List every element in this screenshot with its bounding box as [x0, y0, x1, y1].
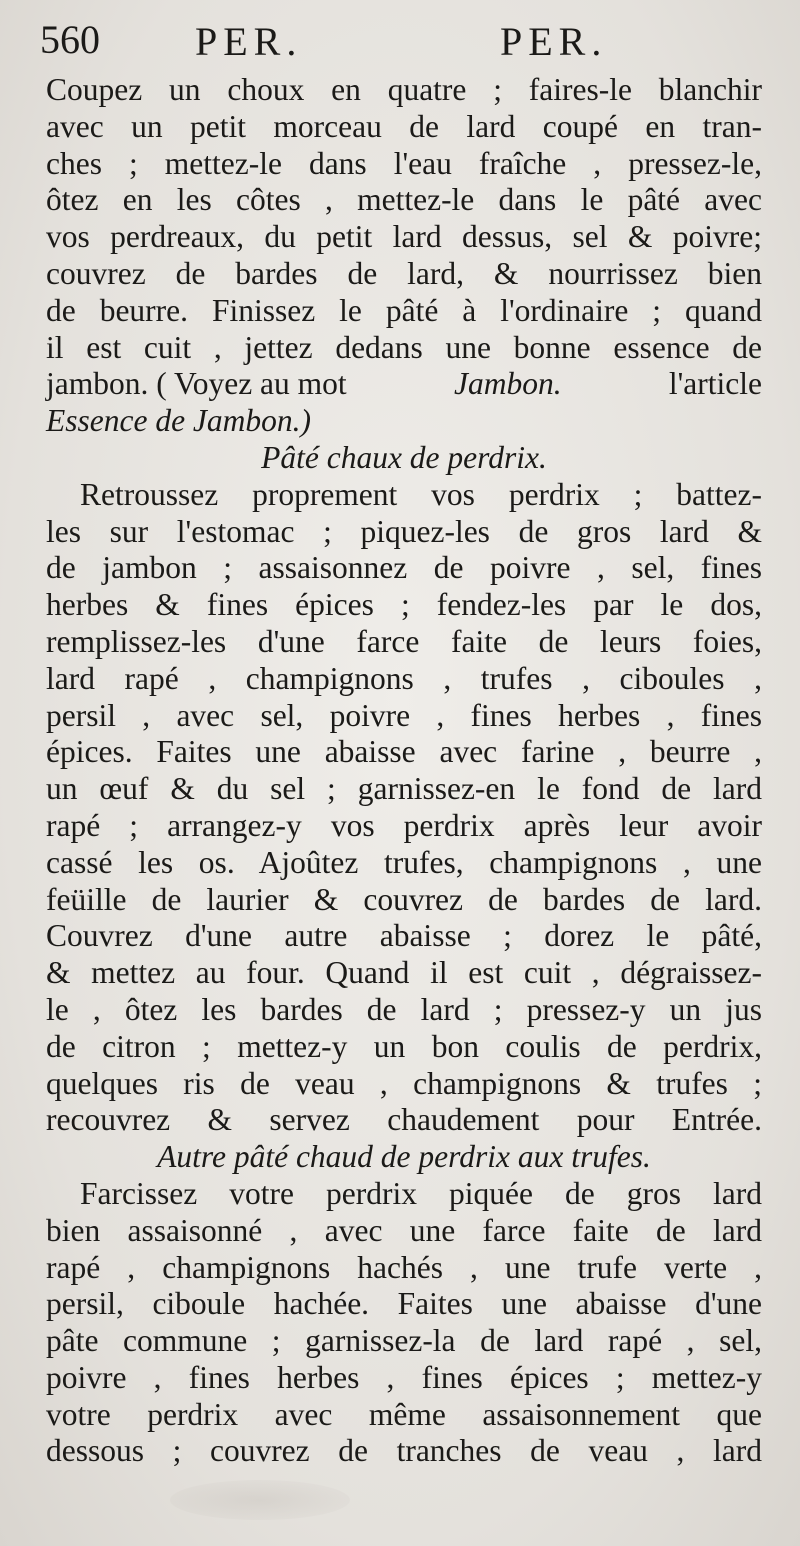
text-line: bien assaisonné , avec une farce faite de lard [46, 1212, 762, 1248]
text-line: ôtez en les côtes , mettez-le dans le pâté avec [46, 182, 762, 218]
text-line: épices. Faites une abaisse avec farine , beurre , [46, 734, 762, 770]
text-line: Coupez un choux en quatre ; faires-le blanchir [46, 72, 762, 107]
text-line: de jambon ; assaisonnez de poivre , sel, fines [46, 550, 762, 586]
text-line: quelques ris de veau , champignons & trufes ; [46, 1065, 762, 1101]
text-line: Retroussez proprement vos perdrix ; battez- [80, 476, 762, 512]
text-line: recouvrez & servez chaudement pour Entrée. [46, 1102, 762, 1138]
text-line: poivre , fines herbes , fines épices ; mettez-y [46, 1359, 762, 1395]
text-line: le , ôtez les bardes de lard ; pressez-y un jus [46, 991, 762, 1027]
text-line: ches ; mettez-le dans l'eau fraîche , pressez-le, [46, 145, 762, 181]
text-line: cassé les os. Ajoûtez trufes, champignons , une [46, 844, 762, 880]
running-header [40, 14, 760, 72]
page-number: 560 [40, 17, 100, 62]
text-line: Couvrez d'une autre abaisse ; dorez le pâté, [46, 918, 762, 954]
text-line: rapé ; arrangez-y vos perdrix après leur avoir [46, 807, 762, 843]
text-line: lard rapé , champignons , trufes , ciboules , [46, 660, 762, 696]
text-line: vos perdreaux, du petit lard dessus, sel & poivre; [46, 219, 762, 255]
body-text [46, 72, 762, 1470]
text-segment: jambon. ( Voyez au mot [46, 366, 347, 402]
text-line: un œuf & du sel ; garnissez-en le fond de lard [46, 771, 762, 807]
italic-reference: Jambon. [453, 366, 562, 402]
text-line: rapé , champignons hachés , une trufe verte , [46, 1249, 762, 1285]
text-line: Farcissez votre perdrix piquée de gros lard [80, 1175, 762, 1211]
text-line: les sur l'estomac ; piquez-les de gros lard & [46, 513, 762, 549]
text-line: il est cuit , jettez dedans une bonne essence de [46, 329, 762, 365]
italic-reference-line: Essence de Jambon.) [46, 403, 312, 439]
text-line: dessous ; couvrez de tranches de veau , lard [46, 1433, 762, 1469]
text-line: feüille de laurier & couvrez de bardes de lard. [46, 881, 762, 917]
text-line: remplissez-les d'une farce faite de leurs foies, [46, 623, 762, 659]
text-line: de citron ; mettez-y un bon coulis de perdrix, [46, 1028, 762, 1064]
text-line: herbes & fines épices ; fendez-les par le dos, [46, 587, 762, 623]
text-line-mixed [46, 366, 762, 403]
text-line: couvrez de bardes de lard, & nourrissez bien [46, 255, 762, 291]
text-line: votre perdrix avec même assaisonnement que [46, 1396, 762, 1432]
text-line: & mettez au four. Quand il est cuit , dégraissez- [46, 955, 762, 991]
running-title-right: PER. [500, 19, 608, 64]
text-line: de beurre. Finissez le pâté à l'ordinaire ; quand [46, 292, 762, 328]
recipe-heading: Pâté chaux de perdrix. [261, 439, 547, 475]
text-line: persil , avec sel, poivre , fines herbes , fines [46, 697, 762, 733]
recipe-heading: Autre pâté chaud de perdrix aux trufes. [157, 1139, 651, 1175]
text-line: persil, ciboule hachée. Faites une abaisse d'une [46, 1286, 762, 1322]
running-title-left: PER. [195, 19, 303, 64]
paper-smudge [170, 1480, 350, 1520]
text-line: pâte commune ; garnissez-la de lard rapé , sel, [46, 1323, 762, 1359]
text-segment: l'article [668, 366, 762, 402]
text-line: avec un petit morceau de lard coupé en tran- [46, 108, 762, 144]
